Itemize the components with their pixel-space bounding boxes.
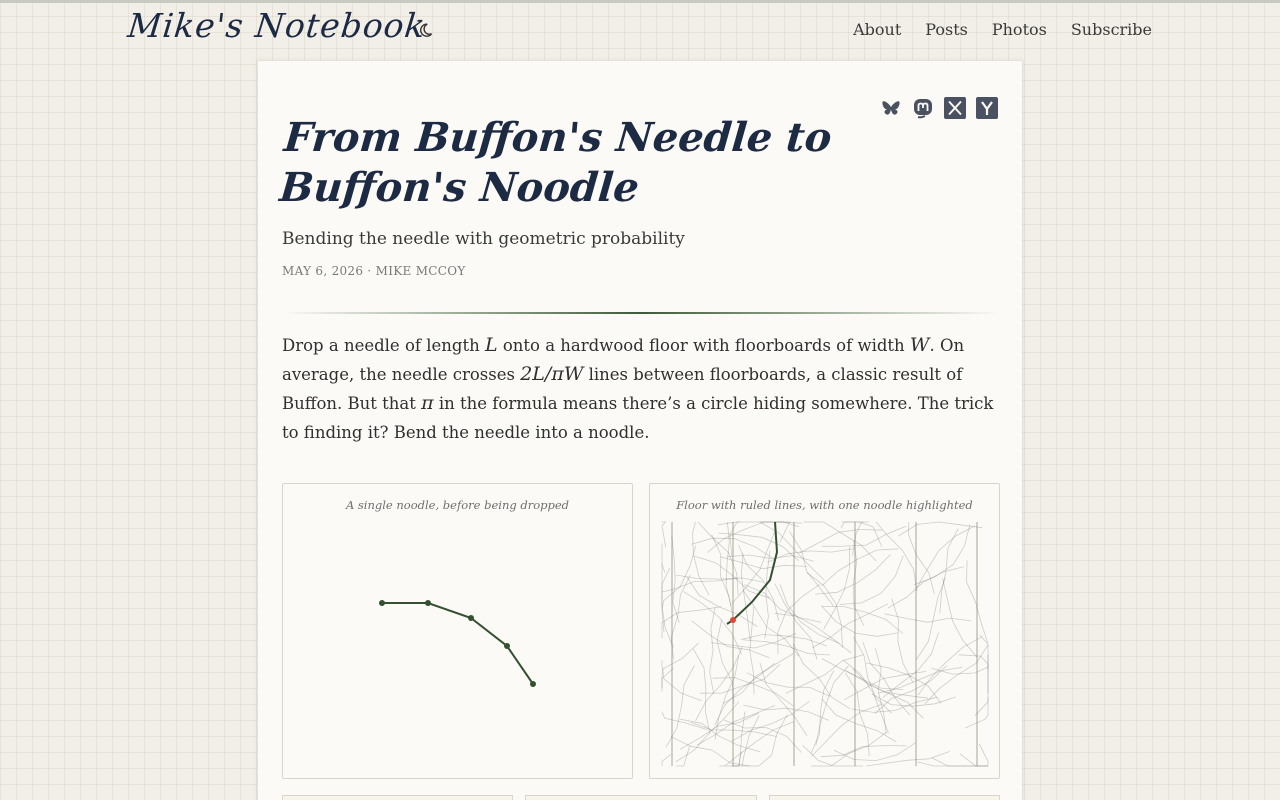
noodle-sample bbox=[932, 665, 989, 674]
noodle-diagram bbox=[283, 484, 634, 780]
math-length: L bbox=[484, 334, 498, 356]
noodle-sample bbox=[662, 545, 696, 609]
noodle-sample bbox=[960, 754, 988, 766]
noodle-sample bbox=[741, 635, 827, 647]
noodle-vertex bbox=[530, 681, 536, 687]
noodle-sample bbox=[687, 577, 757, 626]
noodle-sample bbox=[863, 642, 910, 715]
noodle-sample bbox=[822, 659, 903, 690]
noodle-sample bbox=[959, 655, 988, 671]
noodle-sample bbox=[815, 554, 890, 594]
noodle-sample bbox=[943, 578, 978, 657]
noodle-sample bbox=[717, 620, 734, 704]
noodle-sample bbox=[662, 522, 666, 547]
intro-text: . On average, the needle crosses bbox=[282, 336, 965, 384]
intro-text: Drop a needle of length bbox=[282, 336, 485, 355]
noodle-sample bbox=[742, 715, 787, 766]
noodle-sample bbox=[878, 667, 962, 693]
post-subtitle: Bending the needle with geometric probability bbox=[282, 229, 685, 249]
noodle-vertex bbox=[468, 615, 474, 621]
noodle-vertex bbox=[379, 600, 385, 606]
noodle-sample bbox=[696, 647, 743, 721]
noodle-sample bbox=[676, 702, 739, 762]
figure-stub bbox=[525, 795, 757, 800]
noodle-vertex bbox=[425, 600, 431, 606]
post-meta: MAY 6, 2026 · MIKE MCCOY bbox=[282, 264, 466, 278]
figure-stub bbox=[282, 795, 513, 800]
noodle-sample bbox=[715, 663, 775, 725]
figure-caption: A single noodle, before being dropped bbox=[345, 498, 570, 512]
noodle-sample bbox=[692, 621, 770, 658]
figure-caption: Floor with ruled lines, with one noodle highlighted bbox=[676, 498, 973, 512]
noodle-sample bbox=[822, 549, 899, 586]
figure-single-noodle bbox=[282, 483, 633, 779]
figure-ruled-floor bbox=[649, 483, 1000, 779]
highlighted-noodle bbox=[727, 522, 777, 624]
noodle-sample bbox=[662, 712, 707, 730]
noodle-sample bbox=[676, 746, 690, 766]
nav-subscribe[interactable]: Subscribe bbox=[1070, 20, 1152, 39]
post-title: From Buffon's Needle to Buffon's Noodle bbox=[277, 114, 834, 211]
noodle-vertex bbox=[504, 643, 510, 649]
noodle-sample bbox=[876, 522, 917, 591]
divider bbox=[282, 312, 1000, 314]
noodle-sample bbox=[693, 522, 710, 595]
noodle-sample bbox=[726, 522, 731, 607]
noodle-sample bbox=[741, 553, 750, 640]
site-header bbox=[0, 0, 1280, 60]
noodle-sample bbox=[979, 744, 988, 766]
figure-stub bbox=[769, 795, 1000, 800]
noodle-sample bbox=[671, 737, 750, 766]
noodle-sample bbox=[662, 544, 665, 573]
noodle-sample bbox=[916, 526, 975, 588]
intro-text: in the formula means there’s a circle hiding somewhere. The trick to finding it? Bend the needle into a noodle. bbox=[282, 394, 994, 442]
noodle-sample bbox=[698, 522, 738, 595]
nav-about[interactable]: About bbox=[853, 20, 902, 39]
noodle-sample bbox=[802, 745, 863, 766]
noodle-sample bbox=[744, 585, 821, 623]
nav-posts[interactable]: Posts bbox=[925, 20, 968, 39]
noodle-sample bbox=[821, 606, 898, 637]
noodle-sample bbox=[918, 637, 982, 696]
main-nav bbox=[853, 20, 1152, 39]
noodle-sample bbox=[816, 666, 849, 746]
noodle-sample bbox=[853, 522, 864, 556]
moon-icon[interactable] bbox=[418, 20, 438, 40]
math-pi: π bbox=[421, 392, 434, 414]
noodle-sample bbox=[914, 524, 970, 584]
noodle-sample bbox=[777, 522, 790, 543]
noodle-sample bbox=[834, 743, 916, 761]
intro-text: onto a hardwood floor with floorboards of width bbox=[497, 336, 910, 355]
noodle-sample bbox=[812, 604, 888, 648]
intro-paragraph bbox=[282, 331, 1002, 447]
post-card bbox=[257, 60, 1023, 800]
noodle-sample bbox=[883, 633, 939, 698]
nav-photos[interactable]: Photos bbox=[991, 20, 1047, 39]
noodle-sample bbox=[842, 522, 882, 547]
noodle-sample bbox=[916, 578, 945, 660]
floor-diagram bbox=[650, 484, 1001, 780]
noodle-sample bbox=[662, 754, 671, 766]
noodle-sample bbox=[807, 573, 843, 648]
site-title[interactable]: Mike's Notebook bbox=[125, 6, 428, 45]
noodle-sample bbox=[888, 567, 964, 608]
noodle-sample bbox=[932, 758, 988, 766]
noodle-sample bbox=[724, 720, 802, 753]
math-formula: 2L/πW bbox=[520, 363, 584, 385]
crossing-point bbox=[730, 617, 736, 623]
noodle-sample bbox=[666, 666, 695, 748]
noodle-sample bbox=[710, 607, 716, 694]
math-width: W bbox=[909, 334, 930, 356]
intro-text: lines between floorboards, a classic result of Buffon. But that bbox=[282, 365, 963, 413]
noodle-sample bbox=[866, 752, 950, 767]
noodle-sample bbox=[980, 635, 988, 694]
noodle-sample bbox=[790, 532, 834, 607]
